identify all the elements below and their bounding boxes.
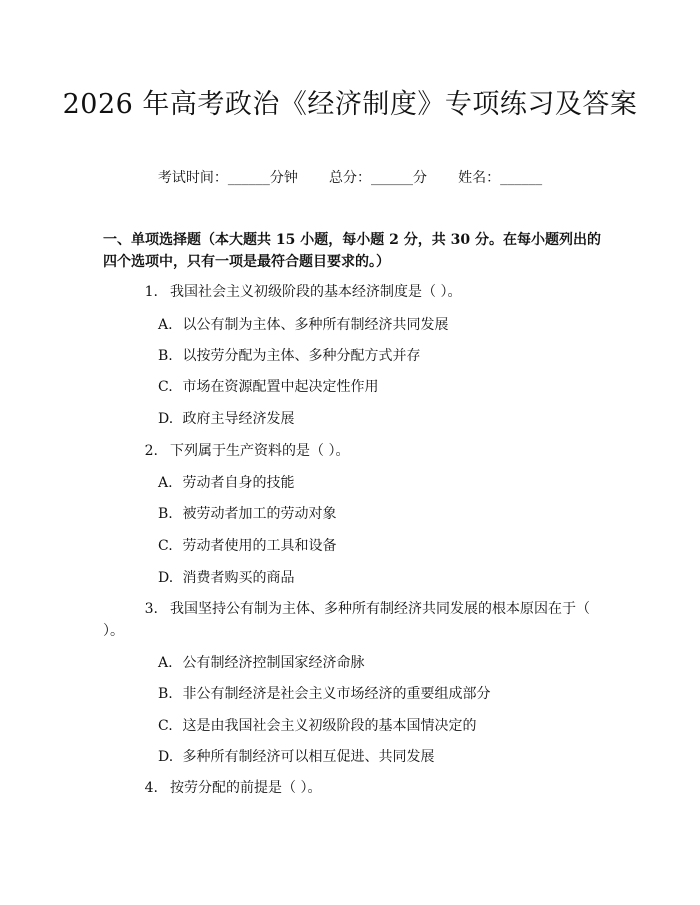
option-text: 公有制经济控制国家经济命脉 [182, 655, 365, 671]
option-text: 市场在资源配置中起决定性作用 [182, 379, 379, 395]
option-text: 这是由我国社会主义初级阶段的基本国情决定的 [182, 718, 477, 734]
question-number: 2. [144, 443, 158, 459]
question-text: 下列属于生产资料的是（ ）。 [170, 443, 350, 459]
name-label: 姓名： [458, 170, 501, 186]
question-number: 4. [144, 780, 158, 796]
option-1-d [158, 409, 598, 429]
option-text: 劳动者使用的工具和设备 [182, 538, 337, 554]
question-text: 按劳分配的前提是（ ）。 [170, 780, 322, 796]
option-letter: C. [158, 379, 173, 395]
option-1-b [158, 346, 598, 366]
option-letter: B. [158, 506, 173, 522]
page-title: 2026 年高考政治《经济制度》专项练习及答案 [62, 89, 638, 120]
option-text: 劳动者自身的技能 [182, 475, 295, 491]
exam-time-unit: 分钟 [269, 170, 298, 186]
option-text: 被劳动者加工的劳动对象 [182, 506, 337, 522]
total-score-blank: ______ [371, 170, 413, 186]
option-2-c [158, 536, 598, 556]
option-2-d [158, 568, 598, 588]
option-letter: B. [158, 686, 173, 702]
option-3-a [158, 653, 598, 673]
question-2 [103, 440, 601, 462]
option-3-b [158, 684, 598, 704]
question-number: 3. [144, 601, 158, 617]
section-heading: 一、单项选择题（本大题共 15 小题，每小题 2 分，共 30 分。在每小题列出的四个选项中，只有一项是最符合题目要求的。） [103, 232, 601, 270]
question-4 [103, 777, 601, 799]
option-3-c [158, 716, 598, 736]
exam-meta [0, 168, 700, 188]
option-letter: A. [158, 317, 173, 333]
option-letter: C. [158, 538, 173, 554]
total-score-label: 总分： [329, 170, 371, 186]
option-letter: C. [158, 718, 173, 734]
option-letter: A. [158, 655, 173, 671]
option-letter: B. [158, 348, 173, 364]
option-2-b [158, 504, 598, 524]
exam-time-label: 考试时间： [157, 170, 228, 186]
option-text: 以按劳分配为主体、多种分配方式并存 [182, 348, 421, 364]
option-2-a [158, 473, 598, 493]
option-letter: D. [158, 570, 174, 586]
option-1-a [158, 315, 598, 335]
option-text: 多种所有制经济可以相互促进、共同发展 [182, 749, 435, 765]
question-text: 我国社会主义初级阶段的基本经济制度是（ ）。 [170, 284, 462, 300]
option-1-c [158, 377, 598, 397]
option-text: 非公有制经济是社会主义市场经济的重要组成部分 [182, 686, 491, 702]
name-blank: ______ [500, 170, 543, 186]
question-1 [103, 281, 601, 303]
option-letter: D. [158, 749, 174, 765]
question-number: 1. [144, 284, 158, 300]
option-3-d [158, 747, 598, 767]
exam-time-blank: ______ [227, 170, 270, 186]
option-text: 以公有制为主体、多种所有制经济共同发展 [182, 317, 449, 333]
question-3 [103, 598, 601, 642]
total-score-unit: 分 [413, 170, 427, 186]
option-text: 政府主导经济发展 [182, 411, 295, 427]
question-text: 我国坚持公有制为主体、多种所有制经济共同发展的根本原因在于（ ）。 [103, 601, 590, 639]
option-letter: A. [158, 475, 173, 491]
option-letter: D. [158, 411, 174, 427]
option-text: 消费者购买的商品 [182, 570, 295, 586]
